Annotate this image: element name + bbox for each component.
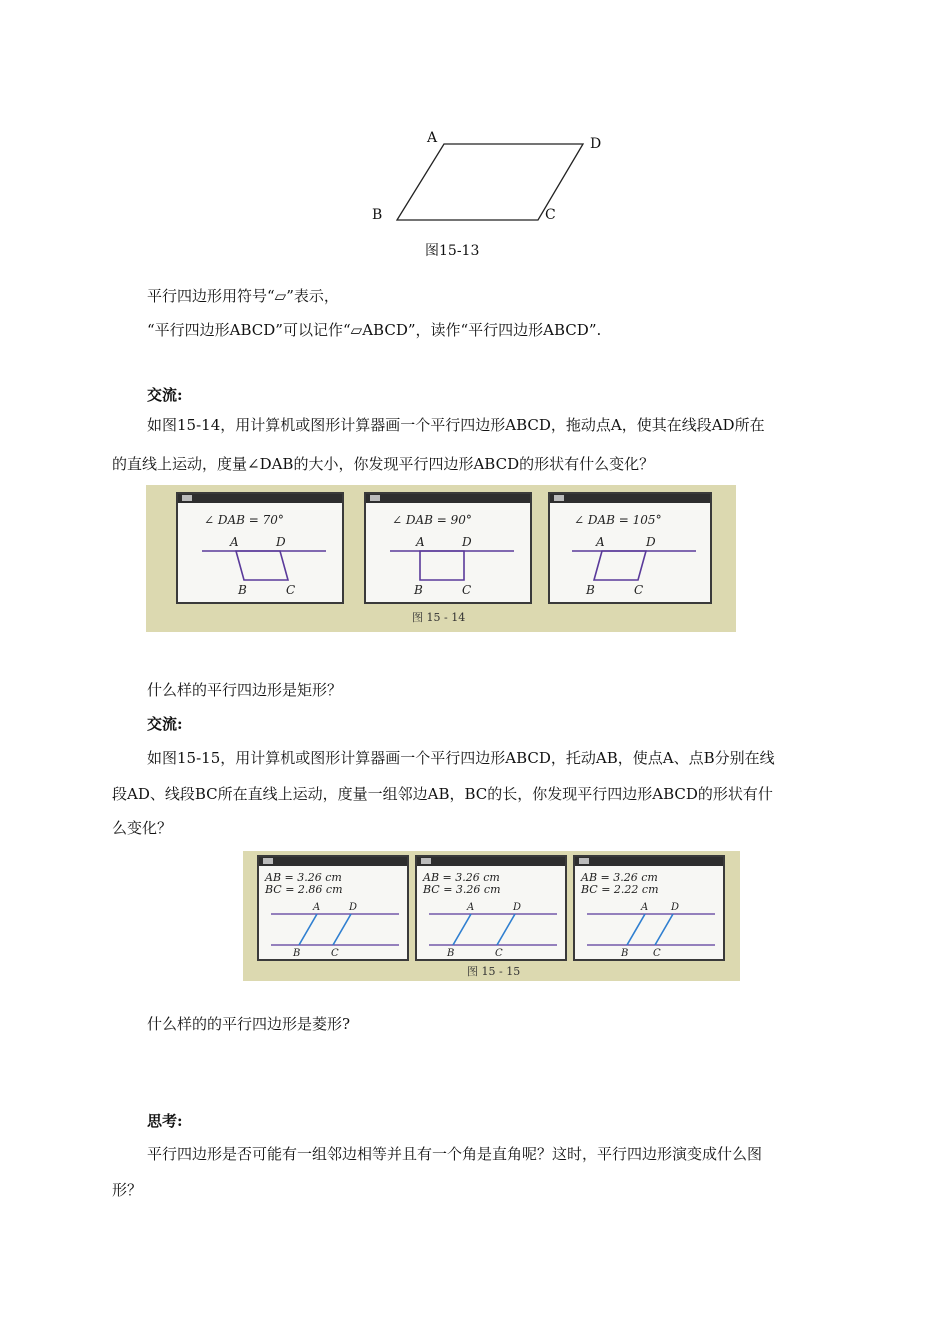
svg-text:A: A	[596, 535, 605, 549]
photo-caption: 图 15 - 15	[467, 965, 521, 978]
svg-text:A: A	[416, 535, 425, 549]
calculator-screen	[176, 492, 344, 604]
svg-text:D: D	[646, 535, 656, 549]
paragraph-line: 的直线上运动，度量∠DAB的大小，你发现平行四边形ABCD的形状有什么变化？	[112, 455, 655, 473]
symbol-definition-line: 平行四边形用符号“▱”表示，	[147, 287, 339, 305]
svg-text:A: A	[230, 535, 239, 549]
svg-text:C: C	[331, 948, 339, 959]
section-heading: 思考:	[147, 1112, 183, 1130]
length-readout-ab: AB = 3.26 cm	[581, 871, 658, 884]
figure-caption: 图15-13	[425, 243, 480, 259]
section-heading: 交流:	[147, 386, 183, 404]
svg-text:A: A	[467, 902, 475, 913]
svg-text:D: D	[276, 535, 286, 549]
svg-text:D: D	[513, 902, 522, 913]
question-rhombus: 什么样的的平行四边形是菱形?	[147, 1015, 351, 1033]
calculator-screen	[257, 855, 409, 961]
svg-text:B: B	[293, 948, 301, 959]
svg-text:B: B	[586, 583, 595, 597]
vertex-label-b: B	[372, 207, 383, 223]
question-rectangle: 什么样的平行四边形是矩形？	[147, 681, 343, 699]
calculator-screen	[548, 492, 712, 604]
figure-15-14-photo	[146, 485, 736, 632]
length-readout-ab: AB = 3.26 cm	[423, 871, 500, 884]
angle-readout: ∠ DAB = 105°	[574, 513, 662, 527]
svg-text:C: C	[634, 583, 644, 597]
angle-readout: ∠ DAB = 90°	[392, 513, 472, 527]
svg-text:A: A	[641, 902, 649, 913]
paragraph-line: 如图15-15，用计算机或图形计算器画一个平行四边形ABCD，托动AB，使点A、点B分别在线	[147, 749, 775, 767]
parallelogram-symbol-icon: ▱	[350, 321, 363, 339]
angle-readout: ∠ DAB = 70°	[204, 513, 284, 527]
svg-text:C: C	[462, 583, 472, 597]
length-readout-ab: AB = 3.26 cm	[265, 871, 342, 884]
photo-caption: 图 15 - 14	[412, 611, 466, 624]
svg-text:B: B	[238, 583, 247, 597]
length-readout-bc: BC = 2.22 cm	[581, 883, 659, 896]
parallelogram-diagram	[360, 120, 620, 230]
svg-text:D: D	[462, 535, 472, 549]
calculator-screen	[364, 492, 532, 604]
svg-text:C: C	[653, 948, 661, 959]
svg-text:C: C	[495, 948, 503, 959]
figure-15-15-photo	[243, 851, 740, 981]
paragraph-line: 形？	[112, 1181, 143, 1199]
calculator-screen	[573, 855, 725, 961]
svg-text:B: B	[447, 948, 455, 959]
vertex-label-a: A	[427, 130, 438, 146]
paragraph-line: 平行四边形是否可能有一组邻边相等并且有一个角是直角呢？这时，平行四边形演变成什么图	[147, 1145, 763, 1163]
paragraph-line: 段AD、线段BC所在直线上运动，度量一组邻边AB，BC的长，你发现平行四边形ABCD的形状有什	[112, 785, 773, 803]
vertex-label-c: C	[545, 207, 556, 223]
paragraph-line: 如图15-14，用计算机或图形计算器画一个平行四边形ABCD，拖动点A，使其在线段AD所在	[147, 416, 765, 434]
vertex-label-d: D	[590, 136, 602, 152]
svg-text:A: A	[313, 902, 321, 913]
svg-text:C: C	[286, 583, 296, 597]
section-heading: 交流:	[147, 715, 183, 733]
paragraph-line: 么变化？	[112, 819, 173, 837]
svg-text:D: D	[349, 902, 358, 913]
length-readout-bc: BC = 2.86 cm	[265, 883, 343, 896]
length-readout-bc: BC = 3.26 cm	[423, 883, 501, 896]
svg-text:B: B	[621, 948, 629, 959]
svg-text:B: B	[414, 583, 423, 597]
calculator-screen	[415, 855, 567, 961]
notation-line: “平行四边形ABCD”可以记作“▱ABCD”，读作“平行四边形ABCD”.	[147, 321, 602, 339]
svg-text:D: D	[671, 902, 680, 913]
parallelogram-symbol-icon: ▱	[274, 287, 287, 305]
